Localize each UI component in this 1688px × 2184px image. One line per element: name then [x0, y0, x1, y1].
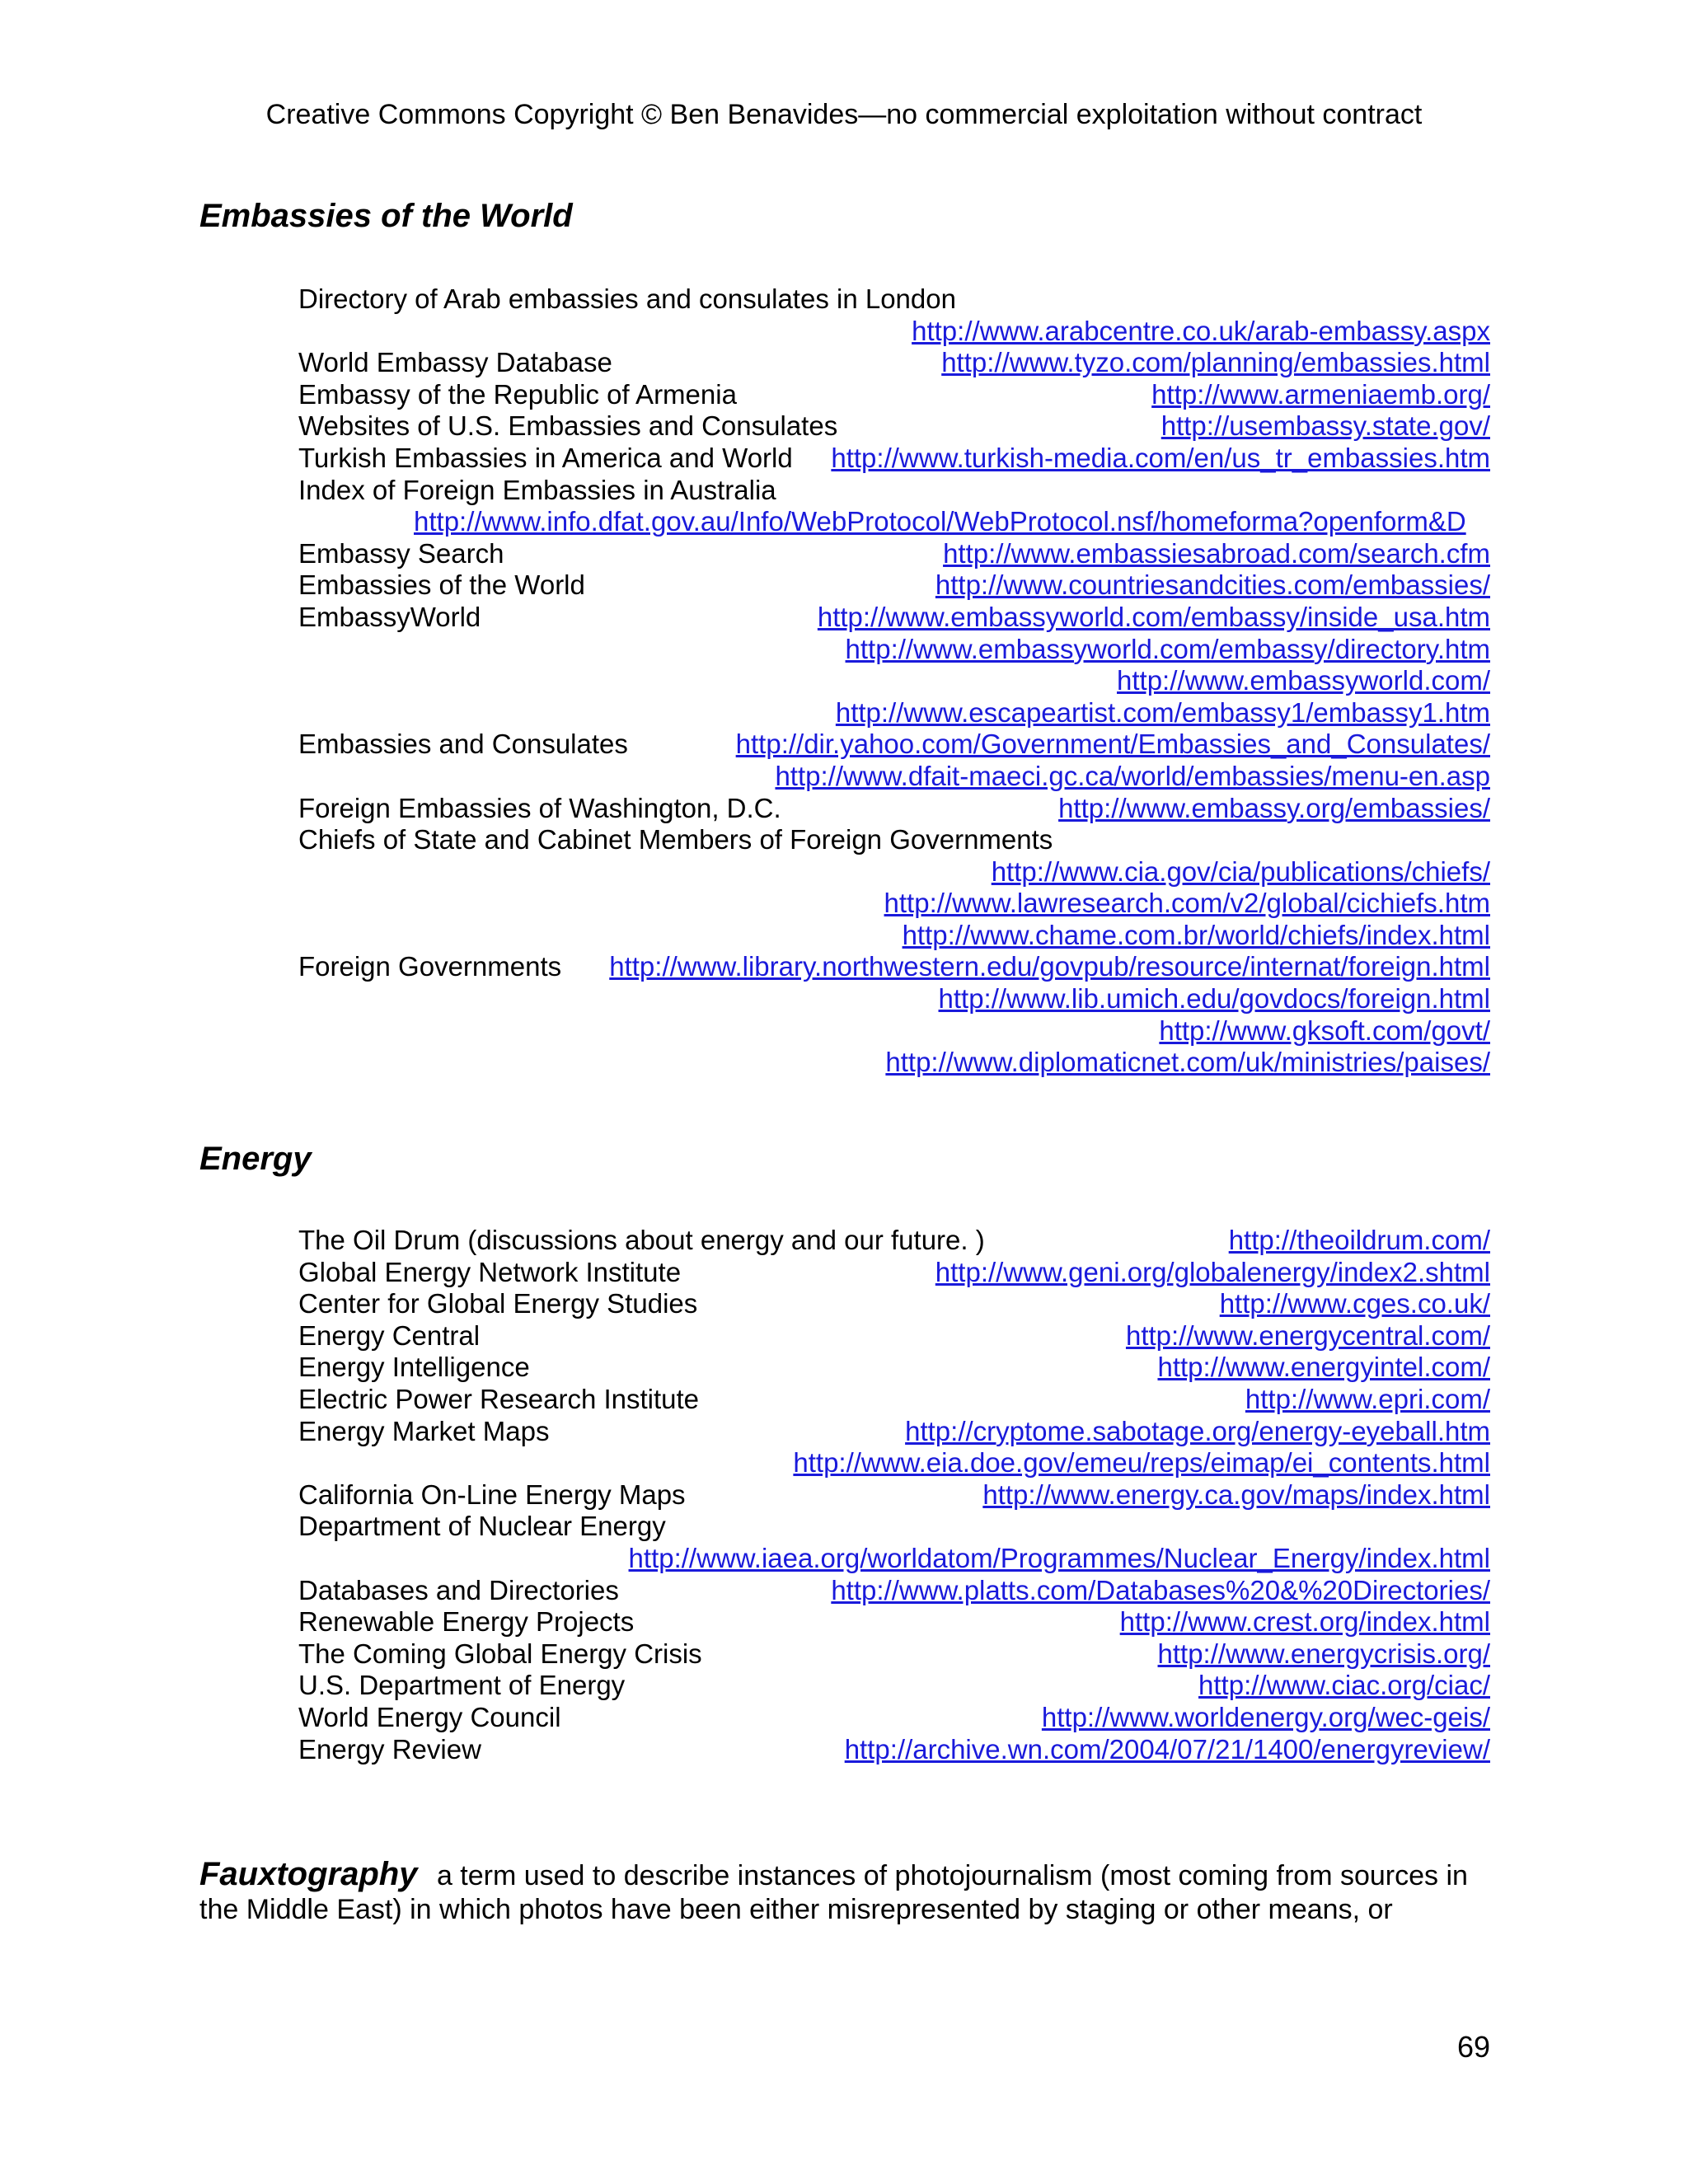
link-row [298, 856, 1490, 888]
link-row-url[interactable]: http://www.embassy.org/embassies/ [1058, 792, 1490, 823]
link-row-label: The Oil Drum (discussions about energy and our future. ) [298, 1225, 985, 1255]
link-row-url[interactable]: http://www.iaea.org/worldatom/Programmes/Nuclear_Energy/index.html [628, 1542, 1490, 1573]
link-row [298, 538, 1490, 570]
link-row [298, 824, 1490, 856]
energy-link-list [298, 1225, 1490, 1765]
fauxtography-entry [199, 1858, 1493, 1927]
link-row-url[interactable]: http://www.cia.gov/cia/publications/chiefs/ [991, 855, 1490, 887]
link-row-url[interactable]: http://www.crest.org/index.html [1119, 1606, 1490, 1638]
link-row-label: U.S. Department of Energy [298, 1670, 626, 1701]
link-row-url[interactable]: http://dir.yahoo.com/Government/Embassies_and_Consulates/ [735, 729, 1490, 760]
link-row [298, 1015, 1490, 1047]
link-row-label: Department of Nuclear Energy [298, 1511, 666, 1542]
link-row [298, 983, 1490, 1015]
link-row-url[interactable]: http://www.embassyworld.com/ [1117, 665, 1490, 696]
link-row-url[interactable]: http://www.armeniaemb.org/ [1151, 378, 1490, 410]
link-row [298, 1606, 1490, 1638]
link-row-url[interactable]: http://www.epri.com/ [1245, 1383, 1490, 1414]
link-row-url[interactable]: http://www.chame.com.br/world/chiefs/index.html [902, 919, 1490, 950]
link-row-label: Index of Foreign Embassies in Australia [298, 474, 776, 505]
link-row-url[interactable]: http://www.lawresearch.com/v2/global/cichiefs.htm [884, 888, 1490, 919]
link-row-url[interactable]: http://www.ciac.org/ciac/ [1198, 1670, 1490, 1701]
link-row-url[interactable]: http://www.worldenergy.org/wec-geis/ [1041, 1701, 1490, 1732]
link-row [298, 697, 1490, 729]
link-row [298, 1384, 1490, 1416]
link-row [298, 761, 1490, 793]
link-row-label: Foreign Embassies of Washington, D.C. [298, 792, 781, 823]
link-row [298, 1638, 1490, 1671]
link-row [298, 1225, 1490, 1257]
page-number: 69 [1456, 2030, 1490, 2064]
link-row [298, 506, 1490, 538]
link-row-label: Embassy of the Republic of Armenia [298, 378, 737, 410]
link-row-url[interactable]: http://www.energycentral.com/ [1125, 1319, 1490, 1351]
page-header: Creative Commons Copyright © Ben Benavides—no commercial exploitation without contract [265, 99, 1423, 130]
link-row-label: Chiefs of State and Cabinet Members of Foreign Governments [298, 824, 1053, 855]
link-row [298, 569, 1490, 602]
link-row [298, 1702, 1490, 1734]
link-row [298, 410, 1490, 443]
link-row-url[interactable]: http://usembassy.state.gov/ [1160, 410, 1490, 442]
fauxtography-term: Fauxtography [199, 1856, 418, 1892]
link-row-label: World Energy Council [298, 1701, 561, 1732]
link-row-url[interactable]: http://www.geni.org/globalenergy/index2.shtml [935, 1256, 1490, 1287]
link-row [298, 1479, 1490, 1511]
link-row [298, 951, 1490, 983]
link-row-url[interactable]: http://archive.wn.com/2004/07/21/1400/energyreview/ [844, 1733, 1490, 1765]
link-row-url[interactable]: http://www.diplomaticnet.com/uk/ministries/paises/ [885, 1047, 1490, 1078]
link-row [298, 1352, 1490, 1384]
link-row-url[interactable]: http://www.embassiesabroad.com/search.cfm [943, 537, 1490, 569]
link-row [298, 1670, 1490, 1702]
link-row-url[interactable]: http://www.countriesandcities.com/embassies/ [935, 569, 1490, 601]
link-row-url[interactable]: http://www.eia.doe.gov/emeu/reps/eimap/ei_contents.html [793, 1447, 1490, 1479]
link-row [298, 347, 1490, 379]
link-row-label: Turkish Embassies in America and World [298, 442, 793, 473]
link-row-label: Embassy Search [298, 537, 504, 569]
link-row-url[interactable]: http://theoildrum.com/ [1228, 1225, 1490, 1255]
link-row-label: Electric Power Research Institute [298, 1383, 700, 1414]
link-row [298, 888, 1490, 920]
link-row [298, 379, 1490, 411]
link-row-url[interactable]: http://www.platts.com/Databases%20&%20Directories/ [831, 1574, 1490, 1605]
link-row-url[interactable]: http://www.energy.ca.gov/maps/index.html [982, 1479, 1490, 1510]
link-row-label: Global Energy Network Institute [298, 1256, 682, 1287]
link-row-label: Energy Market Maps [298, 1415, 550, 1446]
link-row [298, 1288, 1490, 1320]
link-row-url[interactable]: http://www.embassyworld.com/embassy/directory.htm [845, 633, 1490, 664]
link-row [298, 475, 1490, 507]
link-row-url[interactable]: http://www.info.dfat.gov.au/Info/WebProtocol/WebProtocol.nsf/homeforma?openform&D [414, 506, 1466, 537]
link-row [298, 793, 1490, 825]
link-row [298, 1511, 1490, 1543]
link-row [298, 1047, 1490, 1079]
link-row-label: The Coming Global Energy Crisis [298, 1638, 702, 1669]
link-row-url[interactable]: http://www.embassyworld.com/embassy/inside_usa.htm [817, 601, 1490, 632]
link-row-url[interactable]: http://www.energycrisis.org/ [1157, 1638, 1490, 1669]
link-row-label: Energy Review [298, 1733, 481, 1765]
link-row-label: Embassies and Consulates [298, 729, 628, 760]
link-row-url[interactable]: http://www.turkish-media.com/en/us_tr_embassies.htm [831, 442, 1490, 473]
link-row-label: Directory of Arab embassies and consulates in London [298, 284, 956, 314]
link-row-label: Center for Global Energy Studies [298, 1288, 698, 1319]
link-row-url[interactable]: http://www.library.northwestern.edu/govpub/resource/internat/foreign.html [609, 951, 1490, 982]
link-row-url[interactable]: http://www.cges.co.uk/ [1219, 1288, 1490, 1319]
link-row-url[interactable]: http://www.dfait-maeci.gc.ca/world/embassies/menu-en.asp [775, 760, 1490, 791]
link-row [298, 1447, 1490, 1479]
link-row-label: California On-Line Energy Maps [298, 1479, 686, 1510]
link-row [298, 1416, 1490, 1448]
link-row-label: Energy Intelligence [298, 1352, 530, 1383]
link-row [298, 284, 1490, 316]
link-row-url[interactable]: http://www.arabcentre.co.uk/arab-embassy.aspx [912, 315, 1490, 346]
link-row [298, 602, 1490, 634]
section-title-energy: Energy [199, 1141, 312, 1177]
link-row-url[interactable]: http://www.tyzo.com/planning/embassies.html [941, 347, 1490, 378]
link-row [298, 1320, 1490, 1352]
link-row-url[interactable]: http://www.energyintel.com/ [1157, 1352, 1490, 1383]
link-row-url[interactable]: http://cryptome.sabotage.org/energy-eyeball.htm [905, 1415, 1490, 1446]
link-row-label: Foreign Governments [298, 951, 562, 982]
link-row [298, 316, 1490, 348]
link-row [298, 665, 1490, 697]
link-row [298, 634, 1490, 666]
link-row-label: Energy Central [298, 1319, 481, 1351]
link-row-label: EmbassyWorld [298, 601, 481, 632]
fauxtography-definition: a term used to describe instances of photojournalism (most coming from sources in the Middle East) in which photos have been either misrepresented by staging or other means, or [199, 1860, 1468, 1925]
section-title-embassies: Embassies of the World [199, 198, 573, 234]
link-row [298, 1257, 1490, 1289]
link-row [298, 1575, 1490, 1607]
link-row-label: Embassies of the World [298, 569, 585, 601]
link-row-label: Websites of U.S. Embassies and Consulates [298, 410, 838, 442]
link-row-label: World Embassy Database [298, 347, 612, 378]
link-row-url[interactable]: http://www.lib.umich.edu/govdocs/foreign.html [938, 983, 1490, 1015]
link-row [298, 1543, 1490, 1575]
link-row-url[interactable]: http://www.escapeartist.com/embassy1/embassy1.htm [835, 696, 1490, 728]
link-row [298, 443, 1490, 475]
link-row [298, 1734, 1490, 1766]
link-row-label: Databases and Directories [298, 1574, 619, 1605]
link-row [298, 920, 1490, 952]
link-row-label: Renewable Energy Projects [298, 1606, 635, 1638]
link-row [298, 729, 1490, 761]
link-row-url[interactable]: http://www.gksoft.com/govt/ [1159, 1015, 1490, 1046]
embassies-link-list [298, 284, 1490, 1079]
